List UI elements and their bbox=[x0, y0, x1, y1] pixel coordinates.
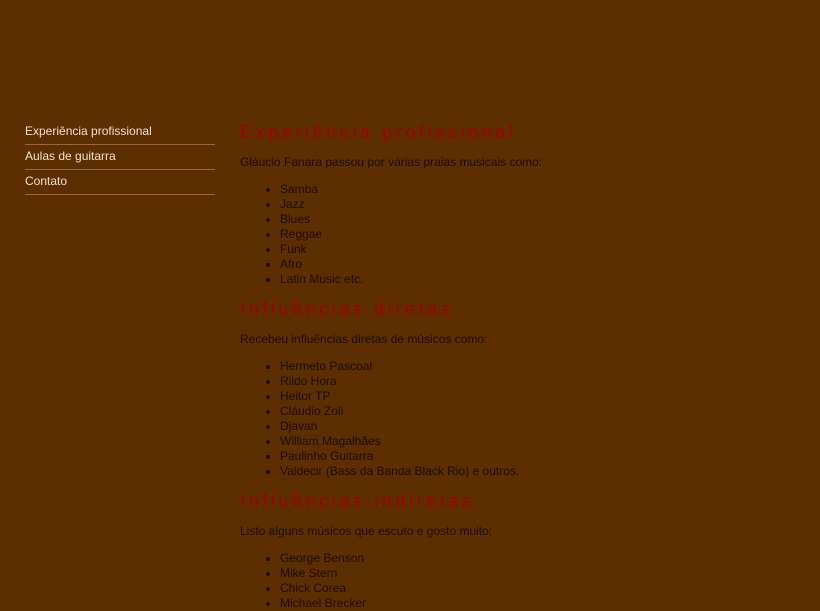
nav-item-contato[interactable]: Contato bbox=[25, 170, 215, 195]
list-item: • Michael Brecker bbox=[280, 596, 820, 611]
nav-item-aulas[interactable]: Aulas de guitarra bbox=[25, 145, 215, 170]
section-intro-influencias-indiretas: Listo alguns músicos que escuto e gosto muito: bbox=[240, 524, 493, 538]
list-item: • Cláudio Zoli bbox=[280, 404, 820, 419]
section-heading-influencias-indiretas: Influências indiretas bbox=[240, 491, 475, 511]
list-item: • Samba bbox=[280, 182, 820, 197]
list-item: • Valdecir (Bass da Banda Black Rio) e outros. bbox=[280, 464, 820, 479]
nav-item-experiencia[interactable]: Experiência profissional bbox=[25, 120, 215, 145]
list-item: • Latin Music etc. bbox=[280, 272, 820, 287]
list-item: • Heitor TP bbox=[280, 389, 820, 404]
section-intro-experiencia: Gláucio Fanara passou por várias praias musicais como: bbox=[240, 155, 543, 169]
sidebar-nav bbox=[25, 120, 215, 195]
list-item: • George Benson bbox=[280, 551, 820, 566]
list-item: • Jazz bbox=[280, 197, 820, 212]
section-heading-influencias-diretas: Influências diretas bbox=[240, 299, 454, 319]
list-item: • Djavan bbox=[280, 419, 820, 434]
list-influencias-indiretas bbox=[240, 551, 820, 611]
list-item: • Reggae bbox=[280, 227, 820, 242]
section-intro-influencias-diretas: Recebeu influências diretas de músicos como: bbox=[240, 332, 488, 346]
list-item: • Funk bbox=[280, 242, 820, 257]
list-item: • Rildo Hora bbox=[280, 374, 820, 389]
list-item: • William Magalhães bbox=[280, 434, 820, 449]
list-influencias-diretas bbox=[240, 359, 820, 479]
list-item: • Hermeto Pascoal bbox=[280, 359, 820, 374]
list-item: • Chick Corea bbox=[280, 581, 820, 596]
list-item: • Blues bbox=[280, 212, 820, 227]
list-item: • Paulinho Guitarra bbox=[280, 449, 820, 464]
list-item: • Afro bbox=[280, 257, 820, 272]
section-heading-experiencia: Experiência profissional bbox=[240, 122, 517, 142]
list-item: • Mike Stern bbox=[280, 566, 820, 581]
list-estilos bbox=[240, 182, 820, 287]
